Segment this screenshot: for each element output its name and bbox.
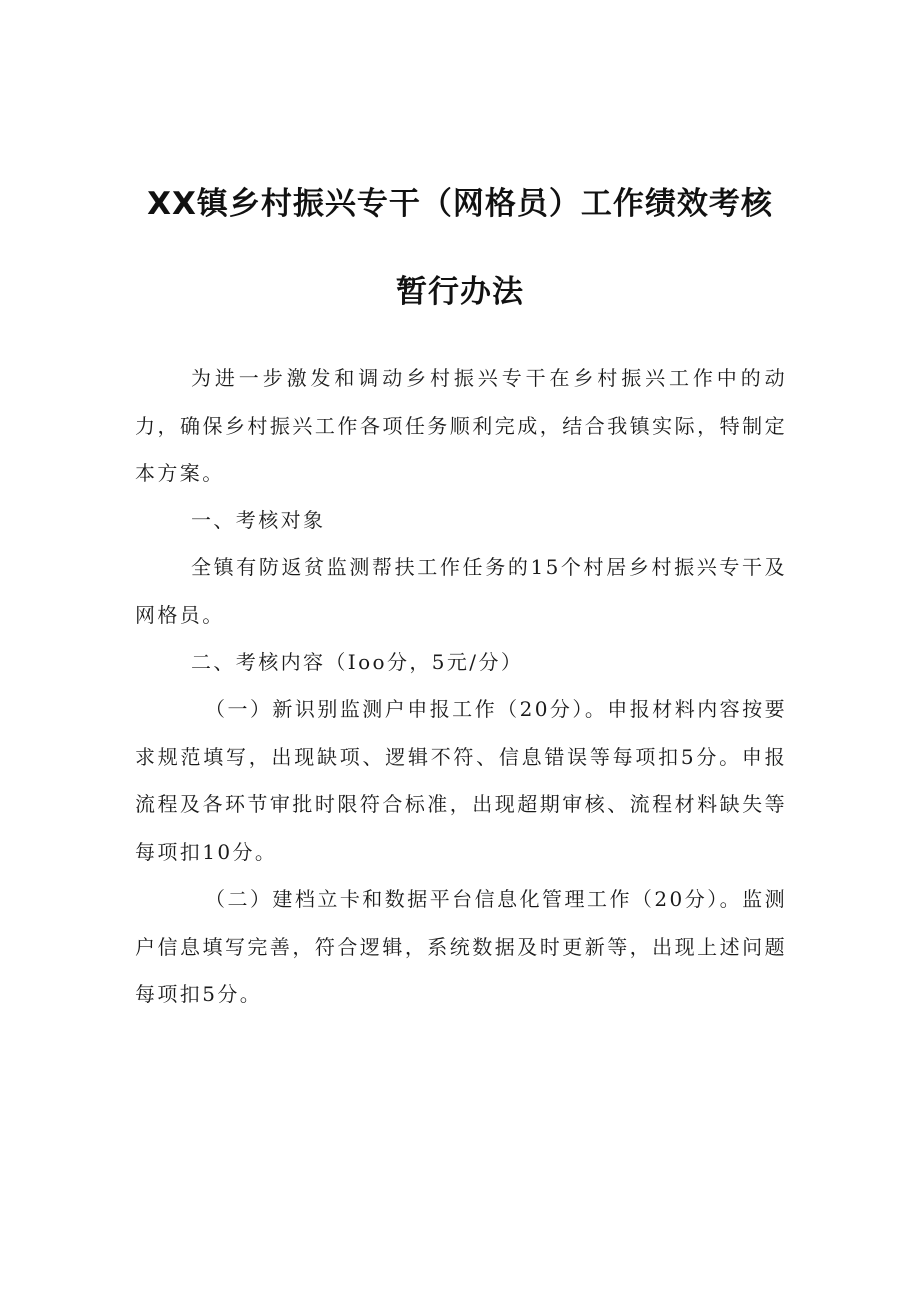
section-heading-assessment-target: 一、考核对象 bbox=[191, 508, 326, 532]
document-title-line-1: XX镇乡村振兴专干（网格员）工作绩效考核 bbox=[147, 186, 773, 222]
intro-paragraph: 为进一步激发和调动乡村振兴专干在乡村振兴工作中的动力，确保乡村振兴工作各项任务顺利完成，结合我镇实际，特制定本方案。 bbox=[135, 366, 787, 485]
section-heading-assessment-content: 二、考核内容（Ioo分，5元/分） bbox=[191, 650, 524, 674]
assessment-target-paragraph: 全镇有防返贫监测帮扶工作任务的15个村居乡村振兴专干及网格员。 bbox=[135, 555, 787, 627]
content-item-1-paragraph: （一）新识别监测户申报工作（20分）。申报材料内容按要求规范填写，出现缺项、逻辑不符、信息错误等每项扣5分。申报流程及各环节审批时限符合标准，出现超期审核、流程材料缺失等每项扣10分。 bbox=[135, 697, 787, 864]
document-title-line-2: 暂行办法 bbox=[396, 274, 524, 310]
content-item-2-paragraph: （二）建档立卡和数据平台信息化管理工作（20分）。监测户信息填写完善，符合逻辑，系统数据及时更新等，出现上述问题每项扣5分。 bbox=[135, 887, 787, 1006]
